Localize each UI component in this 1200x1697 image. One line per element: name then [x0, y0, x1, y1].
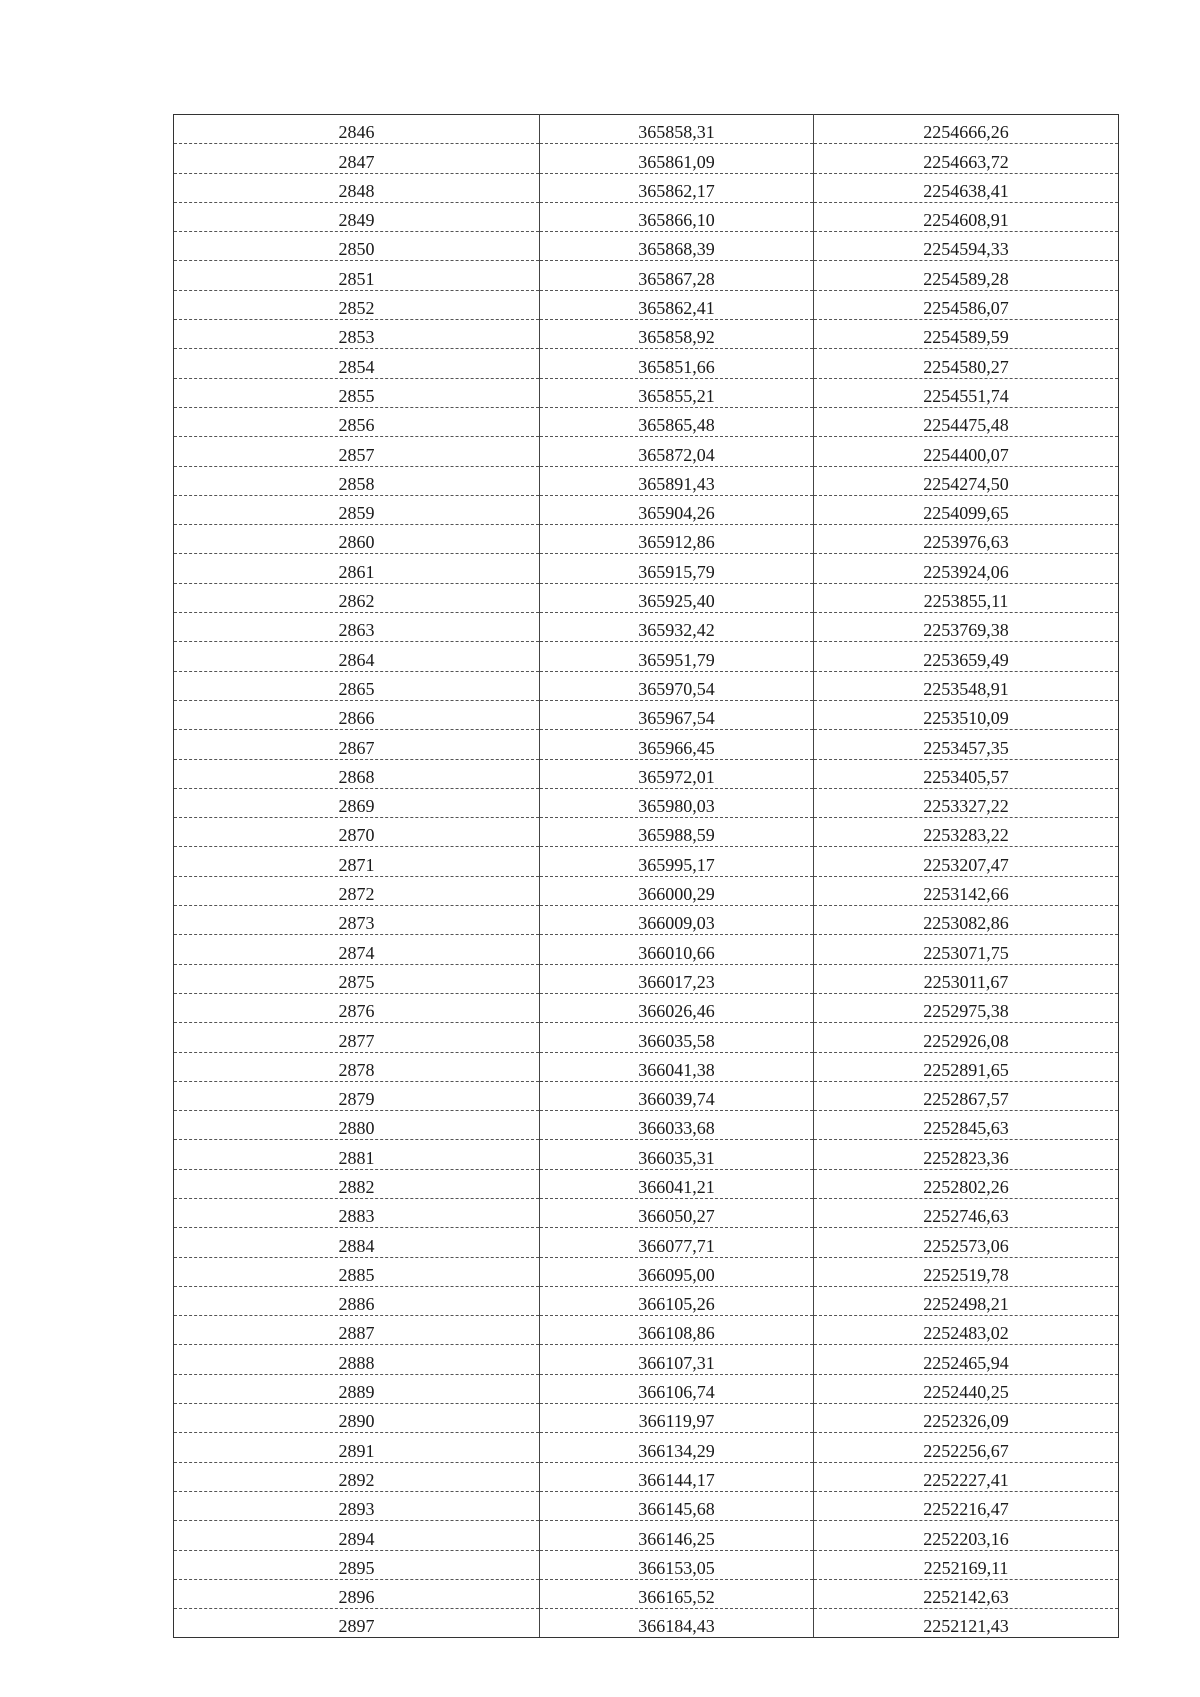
point-number-cell: 2883 — [174, 1198, 540, 1227]
point-number-cell: 2885 — [174, 1257, 540, 1286]
x-coordinate-cell: 365988,59 — [540, 818, 814, 847]
table-row — [174, 1374, 1119, 1403]
y-coordinate-cell: 2252746,63 — [814, 1198, 1119, 1227]
table-row — [174, 407, 1119, 436]
x-coordinate-cell: 365967,54 — [540, 700, 814, 729]
table-row — [174, 1169, 1119, 1198]
y-coordinate-cell: 2254666,26 — [814, 115, 1119, 144]
table-row — [174, 613, 1119, 642]
table-row — [174, 1111, 1119, 1140]
y-coordinate-cell: 2252256,67 — [814, 1433, 1119, 1462]
table-row — [174, 173, 1119, 202]
x-coordinate-cell: 365915,79 — [540, 554, 814, 583]
y-coordinate-cell: 2253510,09 — [814, 700, 1119, 729]
point-number-cell: 2878 — [174, 1052, 540, 1081]
table-row — [174, 1140, 1119, 1169]
table-row — [174, 876, 1119, 905]
y-coordinate-cell: 2253011,67 — [814, 964, 1119, 993]
y-coordinate-cell: 2252326,09 — [814, 1404, 1119, 1433]
x-coordinate-cell: 365891,43 — [540, 466, 814, 495]
x-coordinate-cell: 365951,79 — [540, 642, 814, 671]
table-row — [174, 583, 1119, 612]
y-coordinate-cell: 2253142,66 — [814, 876, 1119, 905]
y-coordinate-cell: 2253207,47 — [814, 847, 1119, 876]
table-row — [174, 320, 1119, 349]
x-coordinate-cell: 366026,46 — [540, 993, 814, 1022]
y-coordinate-cell: 2253924,06 — [814, 554, 1119, 583]
point-number-cell: 2887 — [174, 1316, 540, 1345]
y-coordinate-cell: 2253855,11 — [814, 583, 1119, 612]
point-number-cell: 2875 — [174, 964, 540, 993]
point-number-cell: 2869 — [174, 788, 540, 817]
table-row — [174, 906, 1119, 935]
y-coordinate-cell: 2252169,11 — [814, 1550, 1119, 1579]
y-coordinate-cell: 2252142,63 — [814, 1579, 1119, 1608]
y-coordinate-cell: 2254580,27 — [814, 349, 1119, 378]
y-coordinate-cell: 2254551,74 — [814, 378, 1119, 407]
point-number-cell: 2886 — [174, 1286, 540, 1315]
x-coordinate-cell: 366000,29 — [540, 876, 814, 905]
point-number-cell: 2859 — [174, 495, 540, 524]
y-coordinate-cell: 2254400,07 — [814, 437, 1119, 466]
x-coordinate-cell: 366041,21 — [540, 1169, 814, 1198]
y-coordinate-cell: 2253659,49 — [814, 642, 1119, 671]
y-coordinate-cell: 2252227,41 — [814, 1462, 1119, 1491]
table-row — [174, 1491, 1119, 1520]
y-coordinate-cell: 2254663,72 — [814, 144, 1119, 173]
x-coordinate-cell: 366146,25 — [540, 1521, 814, 1550]
point-number-cell: 2864 — [174, 642, 540, 671]
table-row — [174, 378, 1119, 407]
y-coordinate-cell: 2253548,91 — [814, 671, 1119, 700]
y-coordinate-cell: 2252216,47 — [814, 1491, 1119, 1520]
point-number-cell: 2896 — [174, 1579, 540, 1608]
x-coordinate-cell: 365861,09 — [540, 144, 814, 173]
x-coordinate-cell: 365932,42 — [540, 613, 814, 642]
y-coordinate-cell: 2252975,38 — [814, 993, 1119, 1022]
point-number-cell: 2861 — [174, 554, 540, 583]
table-row — [174, 495, 1119, 524]
point-number-cell: 2892 — [174, 1462, 540, 1491]
y-coordinate-cell: 2253327,22 — [814, 788, 1119, 817]
table-row — [174, 671, 1119, 700]
y-coordinate-cell: 2253976,63 — [814, 525, 1119, 554]
table-row — [174, 437, 1119, 466]
point-number-cell: 2857 — [174, 437, 540, 466]
point-number-cell: 2877 — [174, 1023, 540, 1052]
table-row — [174, 554, 1119, 583]
y-coordinate-cell: 2252867,57 — [814, 1081, 1119, 1110]
x-coordinate-cell: 365865,48 — [540, 407, 814, 436]
table-row — [174, 1198, 1119, 1227]
y-coordinate-cell: 2253082,86 — [814, 906, 1119, 935]
x-coordinate-cell: 365858,31 — [540, 115, 814, 144]
point-number-cell: 2852 — [174, 290, 540, 319]
y-coordinate-cell: 2254638,41 — [814, 173, 1119, 202]
y-coordinate-cell: 2252483,02 — [814, 1316, 1119, 1345]
x-coordinate-cell: 365904,26 — [540, 495, 814, 524]
y-coordinate-cell: 2252573,06 — [814, 1228, 1119, 1257]
x-coordinate-cell: 366108,86 — [540, 1316, 814, 1345]
table-row — [174, 202, 1119, 231]
point-number-cell: 2868 — [174, 759, 540, 788]
point-number-cell: 2872 — [174, 876, 540, 905]
y-coordinate-cell: 2254586,07 — [814, 290, 1119, 319]
point-number-cell: 2874 — [174, 935, 540, 964]
x-coordinate-cell: 366095,00 — [540, 1257, 814, 1286]
point-number-cell: 2893 — [174, 1491, 540, 1520]
table-row — [174, 1228, 1119, 1257]
table-row — [174, 993, 1119, 1022]
point-number-cell: 2897 — [174, 1609, 540, 1638]
y-coordinate-cell: 2252465,94 — [814, 1345, 1119, 1374]
y-coordinate-cell: 2253405,57 — [814, 759, 1119, 788]
y-coordinate-cell: 2254589,59 — [814, 320, 1119, 349]
point-number-cell: 2884 — [174, 1228, 540, 1257]
table-row — [174, 1345, 1119, 1374]
point-number-cell: 2888 — [174, 1345, 540, 1374]
x-coordinate-cell: 366035,58 — [540, 1023, 814, 1052]
point-number-cell: 2854 — [174, 349, 540, 378]
table-row — [174, 232, 1119, 261]
point-number-cell: 2891 — [174, 1433, 540, 1462]
point-number-cell: 2860 — [174, 525, 540, 554]
y-coordinate-cell: 2252891,65 — [814, 1052, 1119, 1081]
point-number-cell: 2880 — [174, 1111, 540, 1140]
table-row — [174, 1579, 1119, 1608]
y-coordinate-cell: 2254608,91 — [814, 202, 1119, 231]
y-coordinate-cell: 2252519,78 — [814, 1257, 1119, 1286]
y-coordinate-cell: 2254594,33 — [814, 232, 1119, 261]
table-row — [174, 1257, 1119, 1286]
x-coordinate-cell: 366145,68 — [540, 1491, 814, 1520]
point-number-cell: 2846 — [174, 115, 540, 144]
table-row — [174, 1609, 1119, 1638]
x-coordinate-cell: 366009,03 — [540, 906, 814, 935]
coordinates-table — [173, 114, 1119, 1638]
point-number-cell: 2862 — [174, 583, 540, 612]
x-coordinate-cell: 366010,66 — [540, 935, 814, 964]
table-row — [174, 1081, 1119, 1110]
point-number-cell: 2850 — [174, 232, 540, 261]
x-coordinate-cell: 365980,03 — [540, 788, 814, 817]
x-coordinate-cell: 366105,26 — [540, 1286, 814, 1315]
point-number-cell: 2882 — [174, 1169, 540, 1198]
table-row — [174, 759, 1119, 788]
table-row — [174, 261, 1119, 290]
x-coordinate-cell: 365972,01 — [540, 759, 814, 788]
point-number-cell: 2876 — [174, 993, 540, 1022]
x-coordinate-cell: 366050,27 — [540, 1198, 814, 1227]
point-number-cell: 2871 — [174, 847, 540, 876]
table-row — [174, 788, 1119, 817]
y-coordinate-cell: 2252203,16 — [814, 1521, 1119, 1550]
x-coordinate-cell: 366184,43 — [540, 1609, 814, 1638]
x-coordinate-cell: 365970,54 — [540, 671, 814, 700]
x-coordinate-cell: 366153,05 — [540, 1550, 814, 1579]
x-coordinate-cell: 365866,10 — [540, 202, 814, 231]
table-row — [174, 115, 1119, 144]
table-row — [174, 144, 1119, 173]
point-number-cell: 2848 — [174, 173, 540, 202]
x-coordinate-cell: 366077,71 — [540, 1228, 814, 1257]
point-number-cell: 2870 — [174, 818, 540, 847]
x-coordinate-cell: 365858,92 — [540, 320, 814, 349]
y-coordinate-cell: 2253457,35 — [814, 730, 1119, 759]
x-coordinate-cell: 365867,28 — [540, 261, 814, 290]
x-coordinate-cell: 366106,74 — [540, 1374, 814, 1403]
point-number-cell: 2847 — [174, 144, 540, 173]
y-coordinate-cell: 2252845,63 — [814, 1111, 1119, 1140]
coordinates-table-body — [174, 115, 1119, 1638]
point-number-cell: 2853 — [174, 320, 540, 349]
table-row — [174, 1521, 1119, 1550]
point-number-cell: 2855 — [174, 378, 540, 407]
table-row — [174, 1316, 1119, 1345]
table-row — [174, 1550, 1119, 1579]
table-row — [174, 1286, 1119, 1315]
table-row — [174, 1052, 1119, 1081]
x-coordinate-cell: 365862,41 — [540, 290, 814, 319]
table-row — [174, 1433, 1119, 1462]
point-number-cell: 2867 — [174, 730, 540, 759]
x-coordinate-cell: 365925,40 — [540, 583, 814, 612]
x-coordinate-cell: 365966,45 — [540, 730, 814, 759]
x-coordinate-cell: 365868,39 — [540, 232, 814, 261]
point-number-cell: 2866 — [174, 700, 540, 729]
x-coordinate-cell: 366041,38 — [540, 1052, 814, 1081]
point-number-cell: 2879 — [174, 1081, 540, 1110]
point-number-cell: 2856 — [174, 407, 540, 436]
table-row — [174, 818, 1119, 847]
point-number-cell: 2865 — [174, 671, 540, 700]
x-coordinate-cell: 366033,68 — [540, 1111, 814, 1140]
table-row — [174, 642, 1119, 671]
x-coordinate-cell: 366134,29 — [540, 1433, 814, 1462]
x-coordinate-cell: 366144,17 — [540, 1462, 814, 1491]
table-row — [174, 1023, 1119, 1052]
point-number-cell: 2863 — [174, 613, 540, 642]
y-coordinate-cell: 2252802,26 — [814, 1169, 1119, 1198]
table-row — [174, 466, 1119, 495]
table-row — [174, 847, 1119, 876]
x-coordinate-cell: 366165,52 — [540, 1579, 814, 1608]
y-coordinate-cell: 2254099,65 — [814, 495, 1119, 524]
point-number-cell: 2895 — [174, 1550, 540, 1579]
x-coordinate-cell: 366017,23 — [540, 964, 814, 993]
point-number-cell: 2851 — [174, 261, 540, 290]
y-coordinate-cell: 2253283,22 — [814, 818, 1119, 847]
table-row — [174, 290, 1119, 319]
x-coordinate-cell: 365912,86 — [540, 525, 814, 554]
table-row — [174, 1404, 1119, 1433]
y-coordinate-cell: 2254475,48 — [814, 407, 1119, 436]
y-coordinate-cell: 2252498,21 — [814, 1286, 1119, 1315]
table-row — [174, 1462, 1119, 1491]
y-coordinate-cell: 2253769,38 — [814, 613, 1119, 642]
point-number-cell: 2858 — [174, 466, 540, 495]
point-number-cell: 2894 — [174, 1521, 540, 1550]
point-number-cell: 2881 — [174, 1140, 540, 1169]
y-coordinate-cell: 2254589,28 — [814, 261, 1119, 290]
y-coordinate-cell: 2254274,50 — [814, 466, 1119, 495]
point-number-cell: 2849 — [174, 202, 540, 231]
y-coordinate-cell: 2252440,25 — [814, 1374, 1119, 1403]
table-row — [174, 730, 1119, 759]
table-row — [174, 935, 1119, 964]
point-number-cell: 2873 — [174, 906, 540, 935]
x-coordinate-cell: 365995,17 — [540, 847, 814, 876]
table-row — [174, 349, 1119, 378]
y-coordinate-cell: 2252121,43 — [814, 1609, 1119, 1638]
y-coordinate-cell: 2253071,75 — [814, 935, 1119, 964]
y-coordinate-cell: 2252926,08 — [814, 1023, 1119, 1052]
y-coordinate-cell: 2252823,36 — [814, 1140, 1119, 1169]
x-coordinate-cell: 366107,31 — [540, 1345, 814, 1374]
x-coordinate-cell: 365862,17 — [540, 173, 814, 202]
table-row — [174, 700, 1119, 729]
x-coordinate-cell: 365851,66 — [540, 349, 814, 378]
x-coordinate-cell: 366035,31 — [540, 1140, 814, 1169]
x-coordinate-cell: 365872,04 — [540, 437, 814, 466]
x-coordinate-cell: 365855,21 — [540, 378, 814, 407]
table-row — [174, 525, 1119, 554]
table-row — [174, 964, 1119, 993]
point-number-cell: 2890 — [174, 1404, 540, 1433]
x-coordinate-cell: 366119,97 — [540, 1404, 814, 1433]
point-number-cell: 2889 — [174, 1374, 540, 1403]
x-coordinate-cell: 366039,74 — [540, 1081, 814, 1110]
